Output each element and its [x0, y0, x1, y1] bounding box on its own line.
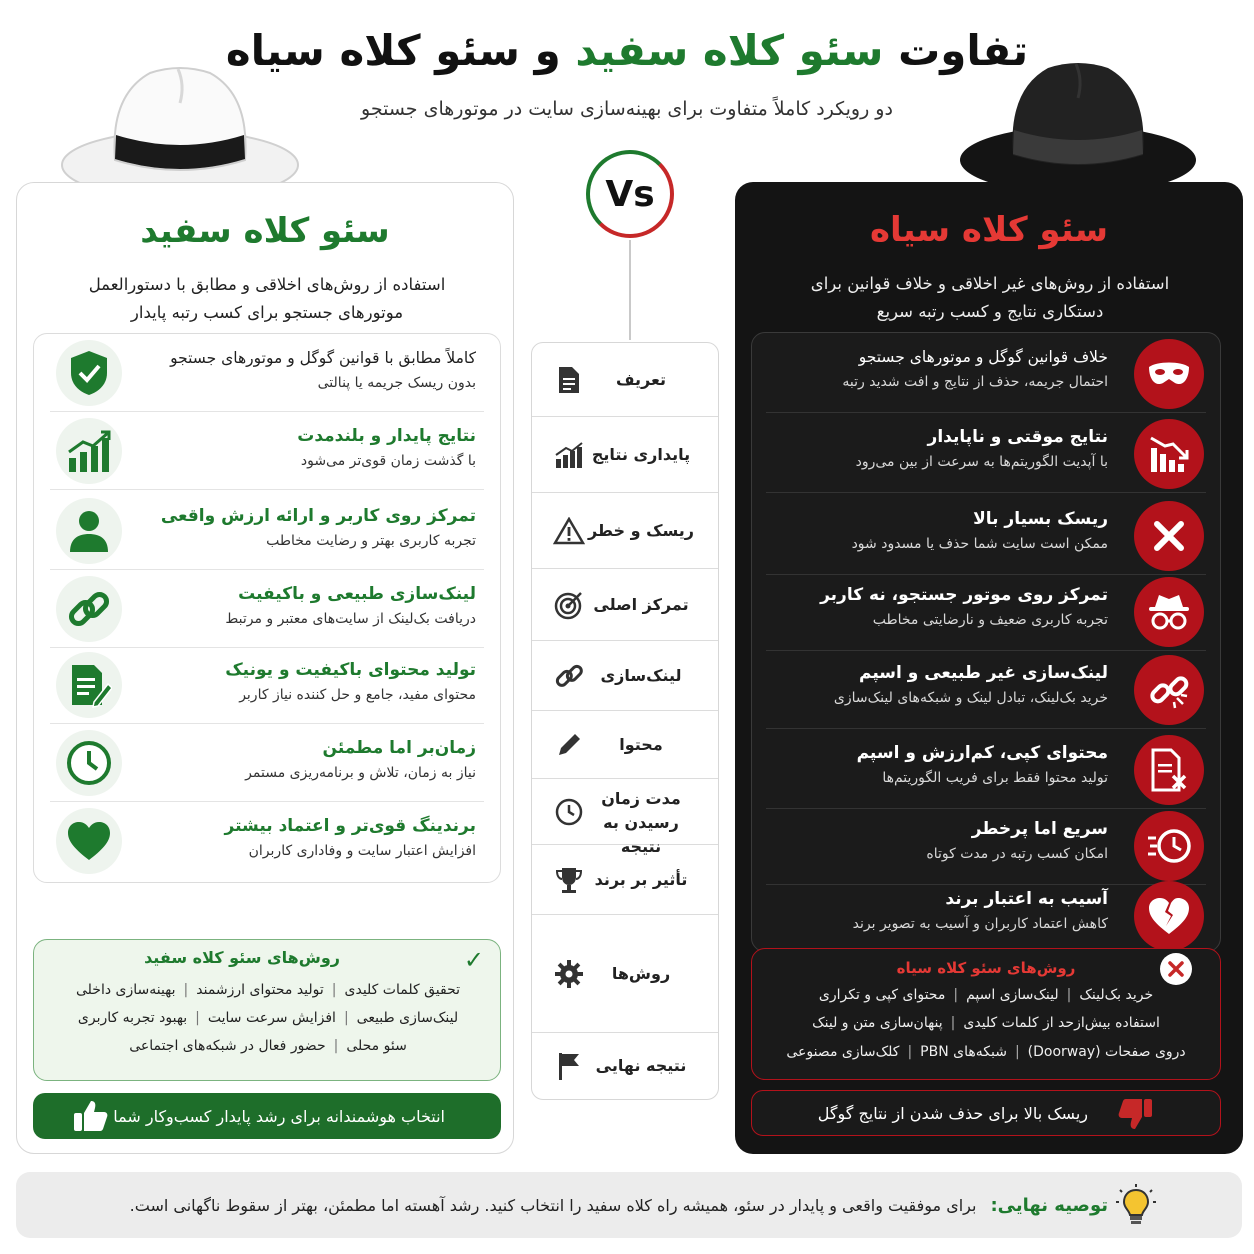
feature-subtitle: نیاز به زمان، تلاش و برنامه‌ریزی مستمر [245, 765, 476, 781]
list-item [50, 648, 484, 724]
recommendation-text: برای موفقیت واقعی و پایدار در سئو، همیشه راه کلاه سفید را انتخاب کنید. رشد آهسته اما مطمئن، بهتر از سقوط ناگهانی است. [129, 1195, 977, 1215]
feature-title: نتایج موقتی و ناپایدار [927, 427, 1108, 447]
thumbs-up-icon [73, 1099, 109, 1133]
list-item [50, 414, 484, 490]
list-item [766, 807, 1206, 885]
methods-row: دروی صفحات (Doorway)|شبکه‌های PBN|کلک‌سازی مصنوعی [786, 1044, 1186, 1060]
black-desc-line-1: استفاده از روش‌های غیر اخلاقی و خلاف قوانین برای [810, 274, 1170, 293]
feature-subtitle: افزایش اعتبار سایت و وفاداری کاربران [248, 843, 476, 859]
list-item [766, 497, 1206, 575]
decline-chart-icon [1134, 419, 1204, 489]
title-prefix: تفاوت [898, 26, 1029, 75]
criteria-row [532, 493, 718, 569]
feature-title: نتایج پایدار و بلندمدت [297, 426, 476, 446]
criteria-row [532, 845, 718, 915]
feature-title: زمان‌بر اما مطمئن [322, 738, 476, 758]
black-hat-heading: سئو کلاه سیاه [869, 210, 1109, 250]
thumbs-down-icon [1114, 1097, 1154, 1131]
methods-title: روش‌های سئو کلاه سفید [144, 948, 340, 967]
criteria-row [532, 569, 718, 641]
content-edit-icon [56, 652, 122, 718]
method-item: تحقیق کلمات کلیدی [344, 982, 461, 998]
method-item: بهینه‌سازی داخلی [75, 982, 176, 998]
list-item [766, 335, 1206, 413]
white-hat-heading: سئو کلاه سفید [140, 211, 390, 251]
black-hat-banner [751, 1090, 1221, 1136]
white-desc-line-1: استفاده از روش‌های اخلاقی و مطابق با دستورالعمل [88, 275, 446, 294]
list-item [766, 731, 1206, 809]
growth-chart-icon [56, 418, 122, 484]
feature-subtitle: دریافت بک‌لینک از سایت‌های معتبر و مرتبط [225, 611, 476, 627]
link-icon [56, 576, 122, 642]
method-item: پنهان‌سازی متن و لینک [812, 1015, 943, 1031]
method-item: افزایش سرعت سایت [207, 1010, 336, 1026]
fast-clock-icon [1134, 811, 1204, 881]
list-item [766, 877, 1206, 951]
close-circle-icon [1160, 953, 1192, 985]
title-white-seo: سئو کلاه سفید [575, 26, 884, 75]
feature-title: تولید محتوای باکیفیت و یونیک [225, 660, 476, 680]
methods-row: لینک‌سازی طبیعی|افزایش سرعت سایت|بهبود تجربه کاربری [77, 1010, 459, 1026]
method-item: بهبود تجربه کاربری [77, 1010, 188, 1026]
white-hat-description [47, 271, 487, 327]
feature-title: تمرکز روی کاربر و ارائه ارزش واقعی [160, 506, 476, 526]
black-hat-methods [751, 948, 1221, 1080]
clock-icon [56, 730, 122, 796]
gear-icon [552, 957, 586, 991]
criteria-row [532, 779, 718, 856]
criteria-row [532, 1033, 718, 1099]
black-hat-icon [958, 50, 1198, 200]
criteria-label: محتوا [619, 735, 663, 754]
black-hat-features [751, 332, 1221, 952]
mask-icon [1134, 339, 1204, 409]
method-item: شبکه‌های PBN [920, 1044, 1007, 1060]
list-item [50, 726, 484, 802]
checkmark-icon: ✓ [463, 946, 484, 974]
trophy-icon [552, 863, 586, 897]
criteria-label: ریسک و خطر [587, 521, 695, 540]
method-item: حضور فعال در شبکه‌های اجتماعی [129, 1038, 326, 1054]
criteria-label: لینک‌سازی [600, 666, 682, 685]
flag-icon [552, 1049, 586, 1083]
methods-row: تحقیق کلمات کلیدی|تولید محتوای ارزشمند|بهینه‌سازی داخلی [75, 982, 461, 998]
final-recommendation [16, 1172, 1242, 1238]
feature-subtitle: محتوای مفید، جامع و حل کننده نیاز کاربر [239, 687, 476, 703]
page-subtitle: دو رویکرد کاملاً متفاوت برای بهینه‌سازی سایت در موتورهای جستجو [361, 98, 893, 120]
criteria-label: تمرکز اصلی [593, 595, 689, 614]
feature-subtitle: خرید بک‌لینک، تبادل لینک و شبکه‌های لینک‌سازی [833, 690, 1108, 706]
criteria-label: روش‌ها [611, 964, 671, 983]
list-item [766, 415, 1206, 493]
criteria-label: نتیجه نهایی [595, 1056, 687, 1075]
methods-row: خرید بک‌لینک|لینک‌سازی اسپم|محتوای کپی و تکراری [818, 987, 1154, 1003]
heart-icon [56, 808, 122, 874]
feature-subtitle: با گذشت زمان قوی‌تر می‌شود [300, 453, 476, 469]
link-icon [552, 659, 586, 693]
criteria-label: تأثیر بر برند [594, 870, 688, 889]
method-item: لینک‌سازی اسپم [966, 987, 1059, 1003]
title-conjunction: و [534, 26, 561, 75]
feature-title: تمرکز روی موتور جستجو، نه کاربر [820, 585, 1108, 605]
method-item: کلک‌سازی مصنوعی [786, 1044, 900, 1060]
feature-title: آسیب به اعتبار برند [945, 889, 1108, 909]
vs-badge: Vs [586, 150, 674, 238]
broken-heart-icon [1134, 881, 1204, 951]
method-item: خرید بک‌لینک [1079, 987, 1154, 1003]
vs-connector [629, 240, 631, 340]
bad-document-icon [1134, 735, 1204, 805]
clock-icon [552, 795, 586, 829]
black-hat-description [765, 270, 1215, 326]
banner-text: انتخاب هوشمندانه برای رشد پایدار کسب‌وکار شما [113, 1106, 445, 1126]
feature-subtitle: ممکن است سایت شما حذف یا مسدود شود [851, 536, 1108, 552]
white-hat-methods [33, 939, 501, 1081]
feature-subtitle: احتمال جریمه، حذف از نتایج و افت شدید رتبه [842, 374, 1108, 390]
feature-title: خلاف قوانین گوگل و موتورهای جستجو [858, 348, 1108, 366]
criteria-row [532, 915, 718, 1033]
feature-title: لینک‌سازی طبیعی و باکیفیت [238, 584, 476, 604]
feature-title: کاملاً مطابق با قوانین گوگل و موتورهای جستجو [170, 349, 476, 367]
target-icon [552, 588, 586, 622]
close-icon [1134, 501, 1204, 571]
shield-check-icon [56, 340, 122, 406]
chart-icon [552, 438, 586, 472]
black-hat-panel [735, 182, 1243, 1154]
feature-subtitle: کاهش اعتماد کاربران و آسیب به تصویر برند [852, 916, 1108, 932]
feature-title: ریسک بسیار بالا [973, 509, 1108, 529]
feature-subtitle: تجربه کاربری بهتر و رضایت مخاطب [266, 533, 476, 549]
user-icon [56, 498, 122, 564]
criteria-row [532, 641, 718, 711]
black-desc-line-2: دستکاری نتایج و کسب رتبه سریع [876, 302, 1104, 321]
lightbulb-icon [1116, 1184, 1156, 1226]
spy-icon [1134, 577, 1204, 647]
pencil-icon [552, 728, 586, 762]
feature-title: سریع اما پرخطر [971, 819, 1108, 839]
method-item: دروی صفحات (Doorway) [1027, 1044, 1186, 1060]
methods-row: استفاده بیش‌ازحد از کلمات کلیدی|پنهان‌سازی متن و لینک [812, 1015, 1160, 1031]
criteria-label: پایداری نتایج [591, 445, 691, 464]
list-item [50, 336, 484, 412]
title-black-seo: سئو کلاه سیاه [225, 26, 520, 75]
feature-title: برندینگ قوی‌تر و اعتماد بیشتر [224, 816, 476, 836]
method-item: محتوای کپی و تکراری [818, 987, 946, 1003]
feature-subtitle: بدون ریسک جریمه یا پنالتی [317, 375, 476, 391]
banner-text: ریسک بالا برای حذف شدن از نتایج گوگل [817, 1103, 1088, 1123]
list-item [50, 572, 484, 648]
method-item: سئو محلی [346, 1038, 407, 1054]
feature-subtitle: تولید محتوا فقط برای فریب الگوریتم‌ها [882, 770, 1108, 786]
feature-subtitle: امکان کسب رتبه در مدت کوتاه [926, 846, 1108, 862]
feature-title: لینک‌سازی غیر طبیعی و اسپم [858, 663, 1108, 683]
methods-title: روش‌های سئو کلاه سیاه [896, 959, 1076, 977]
white-desc-line-2: موتورهای جستجو برای کسب رتبه پایدار [130, 303, 404, 322]
white-hat-banner [33, 1093, 501, 1139]
white-hat-features [33, 333, 501, 883]
criteria-row [532, 711, 718, 779]
recommendation-lead: توصیه نهایی: [990, 1194, 1108, 1216]
criteria-label: تعریف [615, 370, 667, 389]
broken-link-icon [1134, 655, 1204, 725]
list-item [766, 573, 1206, 651]
feature-subtitle: تجربه کاربری ضعیف و نارضایتی مخاطب [872, 612, 1108, 628]
list-item [766, 651, 1206, 729]
list-item [50, 804, 484, 880]
document-icon [552, 363, 586, 397]
feature-title: محتوای کپی، کم‌ارزش و اسپم [856, 743, 1108, 763]
method-item: تولید محتوای ارزشمند [196, 982, 324, 998]
method-item: لینک‌سازی طبیعی [356, 1010, 459, 1026]
white-hat-panel [16, 182, 514, 1154]
list-item [50, 494, 484, 570]
comparison-criteria [531, 342, 719, 1100]
criteria-row [532, 343, 718, 417]
criteria-row [532, 417, 718, 493]
criteria-label: مدت زمان رسیدن به نتیجه [601, 789, 681, 856]
methods-row: سئو محلی|حضور فعال در شبکه‌های اجتماعی [129, 1038, 407, 1054]
method-item: استفاده بیش‌ازحد از کلمات کلیدی [963, 1015, 1160, 1031]
feature-subtitle: با آپدیت الگوریتم‌ها به سرعت از بین می‌رود [855, 454, 1108, 470]
warning-icon [552, 514, 586, 548]
